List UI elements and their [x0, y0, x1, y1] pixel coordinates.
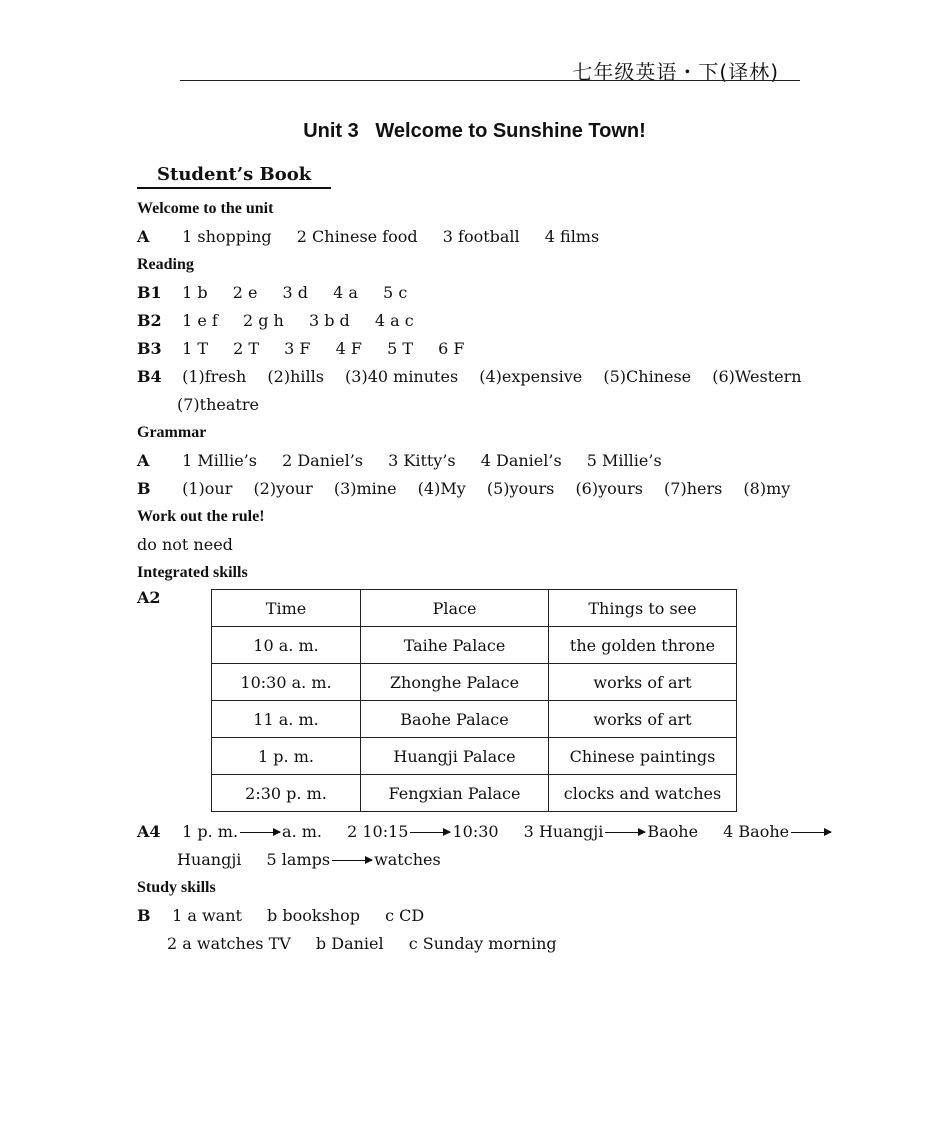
study-b-line-2 — [137, 930, 817, 958]
answer: 3 F — [284, 339, 311, 358]
table-cell: 10:30 a. m. — [212, 664, 361, 701]
item-label: A — [137, 451, 150, 470]
reading-heading: Reading — [137, 256, 194, 273]
right-arrow-icon — [240, 832, 280, 833]
item-label: A4 — [137, 822, 161, 841]
a4-line — [137, 818, 817, 846]
item-label: B1 — [137, 283, 162, 302]
answer: 2 Chinese food — [296, 227, 418, 246]
table-cell: 2:30 p. m. — [212, 775, 361, 812]
answer: (5)yours — [486, 479, 555, 498]
table-cell: Baohe Palace — [361, 701, 549, 738]
answer: 1 shopping — [182, 227, 272, 246]
answer: (6)yours — [575, 479, 643, 498]
answer: 4 Baohe — [723, 822, 790, 841]
reading-b4-line-2 — [137, 391, 817, 419]
answer: 1 p. m. — [182, 822, 239, 841]
table-header-row — [212, 590, 737, 627]
grammar-heading: Grammar — [137, 424, 207, 441]
reading-b4-line — [137, 363, 817, 391]
answer: 2 Daniel’s — [282, 451, 364, 470]
study-b-line — [137, 902, 817, 930]
answer: 4 F — [335, 339, 362, 358]
answer: 5 T — [387, 339, 414, 358]
students-book-label: Student’s Book — [137, 164, 331, 189]
answer: (4)expensive — [479, 367, 583, 386]
answer: (3)mine — [333, 479, 397, 498]
answer: b Daniel — [315, 934, 384, 953]
table-cell: Chinese paintings — [549, 738, 737, 775]
answer: 2 10:15 — [347, 822, 409, 841]
answer: 3 Kitty’s — [388, 451, 456, 470]
answer: 1 a want — [172, 906, 242, 925]
answer: a. m. — [282, 822, 322, 841]
answer: 2 g h — [242, 311, 284, 330]
integrated-heading: Integrated skills — [137, 564, 248, 581]
answer: 4 a — [333, 283, 358, 302]
answer: (7)theatre — [177, 395, 259, 414]
answer: 3 Huangji — [523, 822, 604, 841]
table-cell: works of art — [549, 701, 737, 738]
answer: Huangji — [177, 850, 242, 869]
answer: Baohe — [647, 822, 699, 841]
table-row — [212, 627, 737, 664]
answer: (2)your — [253, 479, 313, 498]
rule-answer: do not need — [137, 535, 233, 554]
answer: (2)hills — [267, 367, 324, 386]
table-row — [212, 701, 737, 738]
answer: (5)Chinese — [603, 367, 692, 386]
right-arrow-icon — [791, 832, 831, 833]
answer: b bookshop — [267, 906, 360, 925]
item-label: B3 — [137, 339, 162, 358]
answer: 2 T — [233, 339, 260, 358]
book-header-title: 七年级英语・下(译林) — [572, 60, 779, 84]
table-cell: Fengxian Palace — [361, 775, 549, 812]
answer-content — [137, 164, 817, 958]
answer: (4)My — [417, 479, 466, 498]
right-arrow-icon — [410, 832, 450, 833]
reading-b1-line — [137, 279, 817, 307]
table-cell: clocks and watches — [549, 775, 737, 812]
table-header: Place — [361, 590, 549, 627]
answer: (1)our — [182, 479, 233, 498]
right-arrow-icon — [332, 860, 372, 861]
answer: 10:30 — [452, 822, 499, 841]
answer: 3 d — [282, 283, 309, 302]
item-label: A — [137, 227, 150, 246]
welcome-heading: Welcome to the unit — [137, 200, 274, 217]
a2-block — [137, 589, 817, 812]
answer: 3 b d — [308, 311, 350, 330]
item-label: B2 — [137, 311, 162, 330]
answer: c Sunday morning — [408, 934, 557, 953]
table-header: Things to see — [549, 590, 737, 627]
answer: 6 F — [438, 339, 465, 358]
item-label: B — [137, 906, 151, 925]
answer: 1 Millie’s — [182, 451, 257, 470]
answer: (1)fresh — [182, 367, 247, 386]
table-cell: Taihe Palace — [361, 627, 549, 664]
reading-b3-line — [137, 335, 817, 363]
table-cell: Huangji Palace — [361, 738, 549, 775]
a4-line-2 — [137, 846, 817, 874]
answer: 5 Millie’s — [586, 451, 662, 470]
item-label: B — [137, 479, 151, 498]
table-cell: the golden throne — [549, 627, 737, 664]
grammar-b-line — [137, 475, 817, 503]
table-cell: Zhonghe Palace — [361, 664, 549, 701]
table-row — [212, 738, 737, 775]
answer: 4 Daniel’s — [480, 451, 562, 470]
header-rule — [180, 80, 800, 81]
answer: 1 b — [182, 283, 208, 302]
answer: 2 e — [232, 283, 258, 302]
answer: (7)hers — [664, 479, 723, 498]
right-arrow-icon — [605, 832, 645, 833]
table-cell: 11 a. m. — [212, 701, 361, 738]
answer: watches — [374, 850, 441, 869]
table-row — [212, 775, 737, 812]
answer: 3 football — [442, 227, 520, 246]
item-label: A2 — [137, 588, 161, 607]
answer: (8)my — [743, 479, 791, 498]
welcome-a-line — [137, 223, 817, 251]
table-cell: 10 a. m. — [212, 627, 361, 664]
answer: 2 a watches TV — [167, 934, 291, 953]
answer: 1 e f — [182, 311, 218, 330]
table-cell: 1 p. m. — [212, 738, 361, 775]
answer: (3)40 minutes — [345, 367, 459, 386]
answer: 4 a c — [374, 311, 414, 330]
table-cell: works of art — [549, 664, 737, 701]
table-header: Time — [212, 590, 361, 627]
palace-schedule-table — [211, 589, 737, 812]
table-row — [212, 664, 737, 701]
answer: 1 T — [182, 339, 209, 358]
study-heading: Study skills — [137, 879, 216, 896]
answer: 5 lamps — [266, 850, 331, 869]
answer: c CD — [385, 906, 425, 925]
reading-b2-line — [137, 307, 817, 335]
answer: 4 films — [544, 227, 600, 246]
item-label: B4 — [137, 367, 162, 386]
answer: 5 c — [383, 283, 408, 302]
grammar-a-line — [137, 447, 817, 475]
rule-heading: Work out the rule! — [137, 508, 265, 525]
answer: (6)Western — [712, 367, 802, 386]
unit-title: Unit 3 Welcome to Sunshine Town! — [303, 120, 646, 142]
